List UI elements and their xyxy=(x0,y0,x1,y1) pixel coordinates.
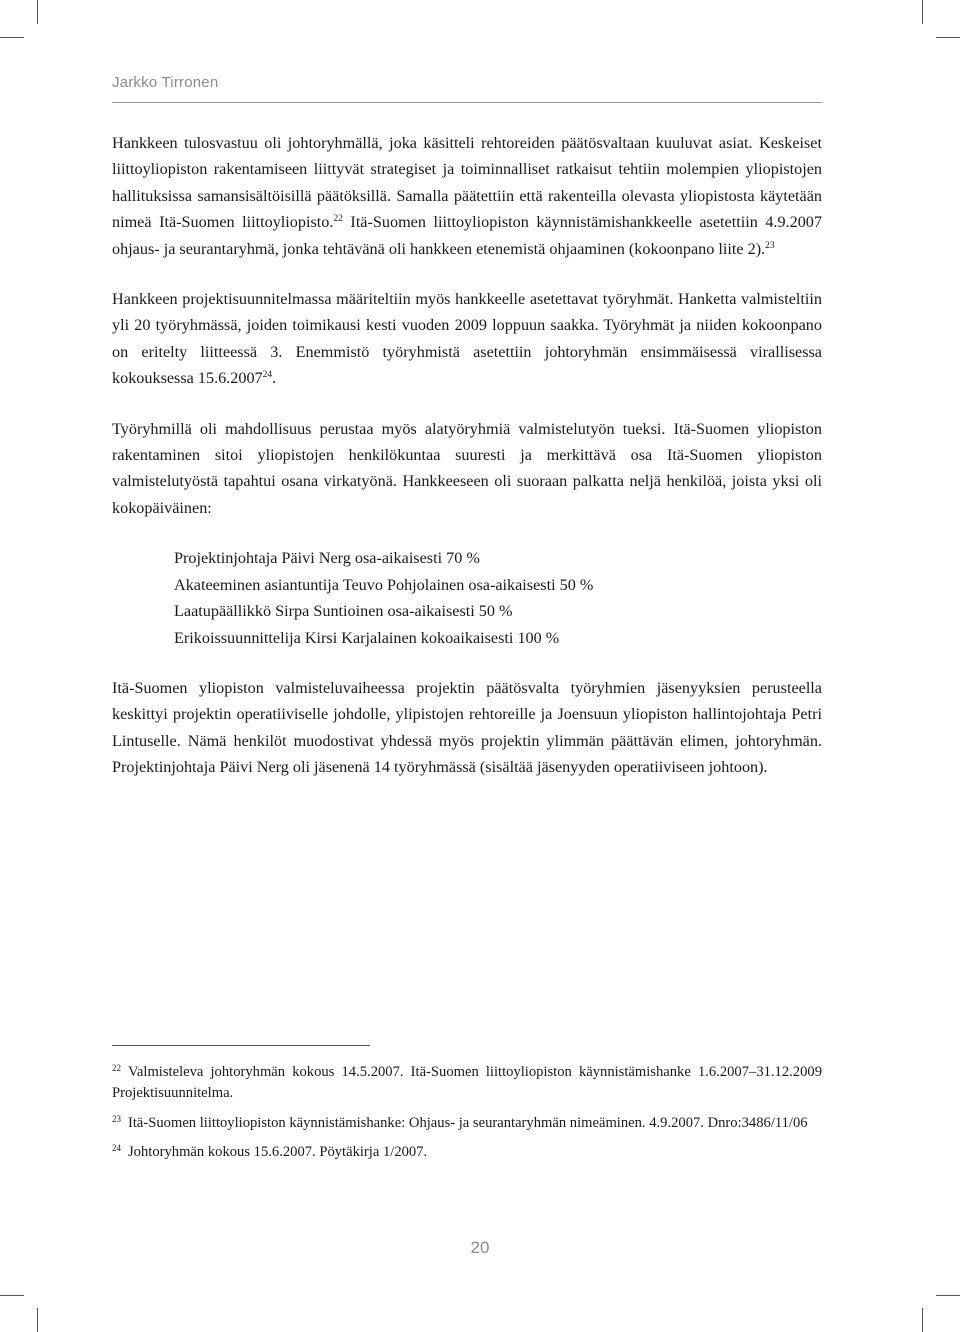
footnote-separator xyxy=(112,1045,370,1046)
running-header-author: Jarkko Tirronen xyxy=(112,74,219,91)
header-rule xyxy=(112,102,822,103)
crop-mark xyxy=(936,1295,960,1296)
page-number: 20 xyxy=(470,1238,490,1257)
footnote: $^{22}$ Valmisteleva johtoryhmän kokous 14.5.2007. Itä-Suomen liittoyliopiston käynnistämishanke 1.6.2007–31.12.2009 Projektisuunnitelma. xyxy=(112,1063,822,1102)
crop-mark xyxy=(0,1295,24,1296)
main-text xyxy=(112,130,822,805)
list-item: Projektinjohtaja Päivi Nerg osa-aikaisesti 70 % xyxy=(174,549,480,568)
list-item: Erikoissuunnittelija Kirsi Karjalainen kokoaikaisesti 100 % xyxy=(174,628,560,647)
list-item: Laatupäällikkö Sirpa Suntioinen osa-aikaisesti 50 % xyxy=(174,602,513,621)
footnotes xyxy=(112,1062,822,1164)
paragraph-4: Itä-Suomen yliopiston valmisteluvaiheessa projektin päätösvalta työryhmien jäsenyyksien perusteella keskittyi projektin operatiiviselle johdolle, ylipistojen rehtoreille ja Joensuun yliopiston hallintojohtaja Petri Lintuselle. Nämä henkilöt muodostivat yhdessä myös projektin ylimmän päättävän elimen, johtoryhmän. Projektinjohtaja Päivi Nerg oli jäsenenä 14 työryhmässä (sisältää jäsenyyden operatiiviseen johtoon). xyxy=(112,678,822,777)
crop-mark xyxy=(922,0,923,24)
footnote-number: 23 xyxy=(112,1113,121,1124)
footnote-number: 24 xyxy=(112,1143,121,1154)
paragraph-1: Hankkeen tulosvastuu oli johtoryhmällä, joka käsitteli rehtoreiden päätösvaltaan kuuluvat asiat. Keskeiset liittoyliopiston rakentamiseen liittyvät strategiset ja toiminnalliset ratkaisut tehtiin molempien yliopistojen hallituksissa samansisältöisillä päätöksillä. Samalla päätettiin että rakenteilla olevasta yliopistosta käytetään nimeä Itä-Suomen liittoyliopisto.$^{22}$ Itä-Suomen liittoyliopiston käynnistämishankkeelle asetettiin 4.9.2007 ohjaus- ja seurantaryhmä, jonka tehtävänä oli hankkeen etenemistä ohjaaminen (kokoonpano liite 2).$^{23}$ xyxy=(112,134,822,258)
footnote-number: 22 xyxy=(112,1063,121,1073)
crop-mark xyxy=(922,1308,923,1332)
crop-mark xyxy=(37,1308,38,1332)
list-item: Akateeminen asiantuntija Teuvo Pohjolainen osa-aikaisesti 50 % xyxy=(174,575,594,594)
crop-mark xyxy=(936,37,960,38)
crop-mark xyxy=(37,0,38,24)
staff-list xyxy=(174,545,822,651)
footnote-ref[interactable]: 23 xyxy=(765,240,775,251)
footnote: $^{23}$ Itä-Suomen liittoyliopiston käynnistämishanke: Ohjaus- ja seurantaryhmän nimeäminen. 4.9.2007. Dnro:3486/11/06 xyxy=(112,1113,808,1131)
crop-mark xyxy=(0,37,24,38)
footnote-ref[interactable]: 22 xyxy=(333,214,343,225)
footnote-ref[interactable]: 24 xyxy=(262,370,273,381)
footnote: $^{24}$ Johtoryhmän kokous 15.6.2007. Pöytäkirja 1/2007. xyxy=(112,1143,428,1161)
paragraph-2: Hankkeen projektisuunnitelmassa määriteltiin myös hankkeelle asetettavat työryhmät. Hanketta valmisteltiin yli 20 työryhmässä, joiden toimikausi kesti vuoden 2009 loppuun saakka. Työryhmät ja niiden kokoonpano on eritelty liitteessä 3. Enemmistö työryhmistä asetettiin johtoryhmän ensimmäisessä virallisessa kokouksessa 15.6.2007$^{24}$. xyxy=(112,290,822,388)
paragraph-3: Työryhmillä oli mahdollisuus perustaa myös alatyöryhmiä valmistelutyön tueksi. Itä-Suomen yliopiston rakentaminen sitoi yliopistojen henkilökuntaa suuresti ja merkittävä osa Itä-Suomen yliopiston valmistelutyöstä tapahtui osana virkatyönä. Hankkeeseen oli suoraan palkatta neljä henkilöä, joista yksi oli kokopäiväinen: xyxy=(112,419,822,517)
